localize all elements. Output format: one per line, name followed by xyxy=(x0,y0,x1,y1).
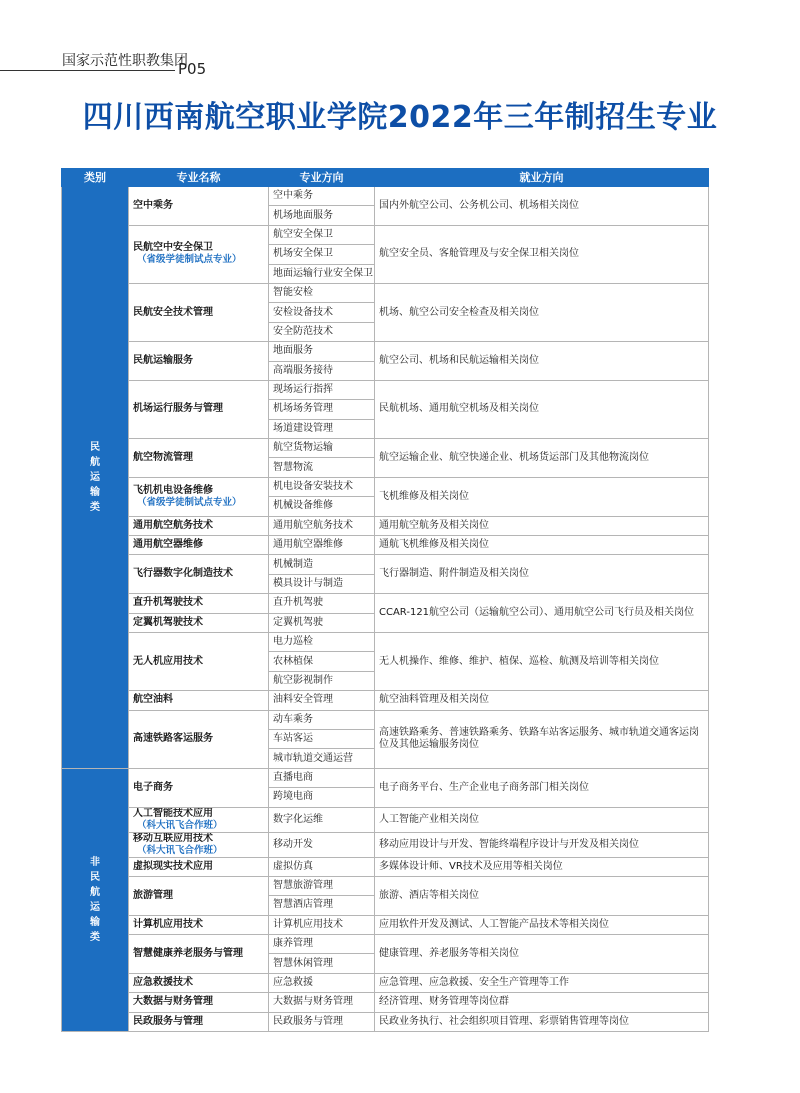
direction-cell: 计算机应用技术 xyxy=(269,915,375,934)
direction-cell: 航空安全保卫 xyxy=(269,225,375,244)
major-name-cell xyxy=(129,342,269,381)
major-name: 计算机应用技术 xyxy=(133,918,203,930)
page-title: 四川西南航空职业学院2022年三年制招生专业 xyxy=(82,100,718,135)
employment-cell: 飞机维修及相关岗位 xyxy=(375,477,709,516)
major-name: 虚拟现实技术应用 xyxy=(133,860,213,872)
major-name: 电子商务 xyxy=(133,781,173,793)
table-row xyxy=(62,993,709,1012)
direction-cell: 场道建设管理 xyxy=(269,419,375,438)
table-row xyxy=(62,477,709,496)
major-name-cell xyxy=(129,876,269,915)
major-name: 无人机应用技术 xyxy=(133,655,203,667)
major-name-cell xyxy=(129,477,269,516)
header-org-name: 国家示范性职教集团 xyxy=(62,53,188,69)
table-row xyxy=(62,225,709,244)
major-name: 移动互联应用技术 xyxy=(133,832,213,844)
direction-cell: 模具设计与制造 xyxy=(269,574,375,593)
table-row xyxy=(62,555,709,574)
table-row xyxy=(62,857,709,876)
major-name-cell xyxy=(129,380,269,438)
major-name-cell xyxy=(129,439,269,478)
table-row xyxy=(62,915,709,934)
major-name: 旅游管理 xyxy=(133,889,173,901)
table-row xyxy=(62,536,709,555)
column-header-employment: 就业方向 xyxy=(375,169,709,187)
table-row xyxy=(62,187,709,206)
direction-cell: 安检设备技术 xyxy=(269,303,375,322)
major-name-cell xyxy=(129,915,269,934)
employment-cell: 通航飞机维修及相关岗位 xyxy=(375,536,709,555)
table-row xyxy=(62,807,709,832)
employment-cell: 民政业务执行、社会组织项目管理、彩票销售管理等岗位 xyxy=(375,1012,709,1031)
table-row xyxy=(62,1012,709,1031)
employment-cell: CCAR-121航空公司（运输航空公司）、通用航空公司飞行员及相关岗位 xyxy=(375,594,709,633)
table-row xyxy=(62,516,709,535)
major-name: 定翼机驾驶技术 xyxy=(133,616,203,628)
direction-cell: 油料安全管理 xyxy=(269,691,375,710)
employment-cell: 多媒体设计师、VR技术及应用等相关岗位 xyxy=(375,857,709,876)
employment-cell: 机场、航空公司安全检查及相关岗位 xyxy=(375,283,709,341)
employment-cell: 无人机操作、维修、维护、植保、巡检、航测及培训等相关岗位 xyxy=(375,632,709,690)
employment-cell: 电子商务平台、生产企业电子商务部门相关岗位 xyxy=(375,768,709,807)
employment-cell: 移动应用设计与开发、智能终端程序设计与开发及相关岗位 xyxy=(375,832,709,857)
major-name-cell xyxy=(129,973,269,992)
major-name-cell xyxy=(129,283,269,341)
major-name-cell xyxy=(129,187,269,226)
employment-cell: 国内外航空公司、公务机公司、机场相关岗位 xyxy=(375,187,709,226)
major-note: （科大讯飞合作班） xyxy=(137,844,223,856)
direction-cell: 机械设备维修 xyxy=(269,497,375,516)
category-label: 非民航运输类 xyxy=(90,856,100,943)
employment-cell: 通用航空航务及相关岗位 xyxy=(375,516,709,535)
employment-cell: 航空公司、机场和民航运输相关岗位 xyxy=(375,342,709,381)
major-name-cell xyxy=(129,691,269,710)
table-row xyxy=(62,594,709,613)
direction-cell: 地面服务 xyxy=(269,342,375,361)
direction-cell: 定翼机驾驶 xyxy=(269,613,375,632)
category-cell xyxy=(62,768,129,1031)
employment-cell: 人工智能产业相关岗位 xyxy=(375,807,709,832)
table-header-row xyxy=(62,169,709,187)
major-name: 大数据与财务管理 xyxy=(133,996,213,1008)
direction-cell: 虚拟仿真 xyxy=(269,857,375,876)
employment-cell: 航空运输企业、航空快递企业、机场货运部门及其他物流岗位 xyxy=(375,439,709,478)
direction-cell: 通用航空航务技术 xyxy=(269,516,375,535)
major-name-cell xyxy=(129,710,269,768)
column-header-direction: 专业方向 xyxy=(269,169,375,187)
table-row xyxy=(62,283,709,302)
direction-cell: 跨境电商 xyxy=(269,788,375,807)
employment-cell: 航空油料管理及相关岗位 xyxy=(375,691,709,710)
major-name: 应急救援技术 xyxy=(133,977,193,989)
direction-cell: 民政服务与管理 xyxy=(269,1012,375,1031)
direction-cell: 智慧休闲管理 xyxy=(269,954,375,973)
direction-cell: 航空影视制作 xyxy=(269,671,375,690)
major-note: （省级学徒制试点专业） xyxy=(137,496,242,508)
major-name-cell xyxy=(129,632,269,690)
major-name: 飞机机电设备维修 xyxy=(133,484,213,496)
table-body xyxy=(62,187,709,1032)
major-name: 民航空中安全保卫 xyxy=(133,242,213,254)
direction-cell: 城市轨道交通运营 xyxy=(269,749,375,768)
major-name-cell xyxy=(129,993,269,1012)
major-name: 民航安全技术管理 xyxy=(133,306,213,318)
direction-cell: 移动开发 xyxy=(269,832,375,857)
direction-cell: 地面运输行业安全保卫 xyxy=(269,264,375,283)
table-row xyxy=(62,439,709,458)
employment-cell: 旅游、酒店等相关岗位 xyxy=(375,876,709,915)
direction-cell: 空中乘务 xyxy=(269,187,375,206)
direction-cell: 智能安检 xyxy=(269,283,375,302)
major-name: 通用航空航务技术 xyxy=(133,519,213,531)
table-row xyxy=(62,342,709,361)
direction-cell: 电力巡检 xyxy=(269,632,375,651)
direction-cell: 智慧物流 xyxy=(269,458,375,477)
major-name: 高速铁路客运服务 xyxy=(133,733,213,745)
major-name-cell xyxy=(129,555,269,594)
direction-cell: 机械制造 xyxy=(269,555,375,574)
major-name-cell xyxy=(129,857,269,876)
table-row xyxy=(62,691,709,710)
major-name-cell xyxy=(129,613,269,632)
major-name-cell xyxy=(129,1012,269,1031)
major-name-cell xyxy=(129,516,269,535)
employment-cell: 民航机场、通用航空机场及相关岗位 xyxy=(375,380,709,438)
major-note: （科大讯飞合作班） xyxy=(137,819,223,831)
column-header-category: 类别 xyxy=(62,169,129,187)
direction-cell: 农林植保 xyxy=(269,652,375,671)
major-name: 民政服务与管理 xyxy=(133,1015,203,1027)
employment-cell: 健康管理、养老服务等相关岗位 xyxy=(375,935,709,974)
major-name-cell xyxy=(129,536,269,555)
direction-cell: 机场地面服务 xyxy=(269,206,375,225)
direction-cell: 机场安全保卫 xyxy=(269,245,375,264)
major-name: 民航运输服务 xyxy=(133,355,193,367)
direction-cell: 机电设备安装技术 xyxy=(269,477,375,496)
major-name-cell xyxy=(129,594,269,613)
major-name-cell xyxy=(129,768,269,807)
major-name: 直升机驾驶技术 xyxy=(133,597,203,609)
direction-cell: 大数据与财务管理 xyxy=(269,993,375,1012)
employment-cell: 航空安全员、客舱管理及与安全保卫相关岗位 xyxy=(375,225,709,283)
direction-cell: 航空货物运输 xyxy=(269,439,375,458)
direction-cell: 应急救援 xyxy=(269,973,375,992)
table-row xyxy=(62,973,709,992)
major-name: 航空油料 xyxy=(133,694,173,706)
major-name: 智慧健康养老服务与管理 xyxy=(133,947,243,959)
table-row xyxy=(62,380,709,399)
major-name-cell xyxy=(129,225,269,283)
employment-cell: 应用软件开发及测试、人工智能产品技术等相关岗位 xyxy=(375,915,709,934)
direction-cell: 数字化运维 xyxy=(269,807,375,832)
column-header-major: 专业名称 xyxy=(129,169,269,187)
direction-cell: 通用航空器维修 xyxy=(269,536,375,555)
major-name: 空中乘务 xyxy=(133,199,173,211)
table-row xyxy=(62,768,709,787)
direction-cell: 康养管理 xyxy=(269,935,375,954)
major-name-cell xyxy=(129,807,269,832)
major-name-cell xyxy=(129,935,269,974)
major-name: 航空物流管理 xyxy=(133,451,193,463)
direction-cell: 直升机驾驶 xyxy=(269,594,375,613)
direction-cell: 直播电商 xyxy=(269,768,375,787)
table-row xyxy=(62,876,709,895)
direction-cell: 现场运行指挥 xyxy=(269,380,375,399)
direction-cell: 车站客运 xyxy=(269,729,375,748)
table-row xyxy=(62,632,709,651)
major-name: 人工智能技术应用 xyxy=(133,807,213,819)
direction-cell: 动车乘务 xyxy=(269,710,375,729)
employment-cell: 经济管理、财务管理等岗位群 xyxy=(375,993,709,1012)
major-name: 机场运行服务与管理 xyxy=(133,403,223,415)
page-number: P05 xyxy=(178,60,207,78)
major-name-cell xyxy=(129,832,269,857)
direction-cell: 智慧旅游管理 xyxy=(269,876,375,895)
table-row xyxy=(62,710,709,729)
direction-cell: 安全防范技术 xyxy=(269,322,375,341)
category-cell xyxy=(62,187,129,769)
table-row xyxy=(62,935,709,954)
header-divider xyxy=(0,70,175,71)
direction-cell: 智慧酒店管理 xyxy=(269,896,375,915)
major-name: 飞行器数字化制造技术 xyxy=(133,568,233,580)
employment-cell: 应急管理、应急救援、安全生产管理等工作 xyxy=(375,973,709,992)
major-name: 通用航空器维修 xyxy=(133,539,203,551)
direction-cell: 机场场务管理 xyxy=(269,400,375,419)
direction-cell: 高端服务接待 xyxy=(269,361,375,380)
category-label: 民航运输类 xyxy=(90,441,100,513)
table-row xyxy=(62,832,709,857)
employment-cell: 高速铁路乘务、普速铁路乘务、铁路车站客运服务、城市轨道交通客运岗位及其他运输服务岗位 xyxy=(375,710,709,768)
major-note: （省级学徒制试点专业） xyxy=(137,254,242,266)
majors-table xyxy=(61,168,709,1032)
employment-cell: 飞行器制造、附件制造及相关岗位 xyxy=(375,555,709,594)
